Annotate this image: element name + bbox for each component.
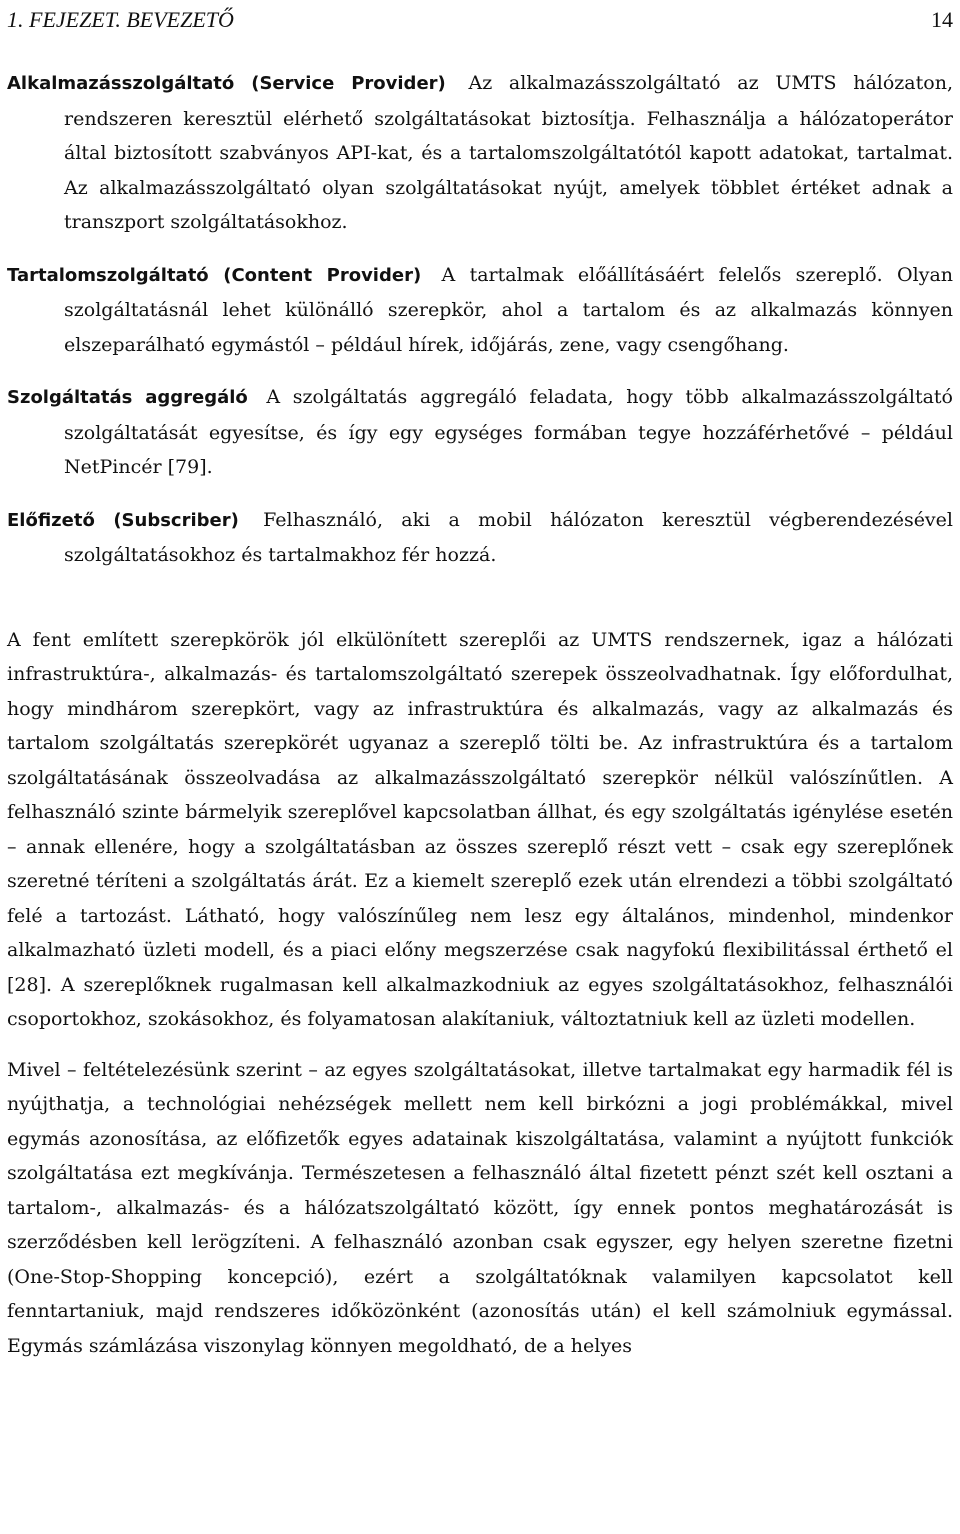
definition-item [7, 66, 953, 240]
definition-text: Felhasználó, aki a mobil hálózaton keresztül végberendezésével szolgáltatásokhoz és tartalmakhoz fér hozzá. [64, 508, 953, 566]
chapter-title: 1. FEJEZET. BEVEZETŐ [7, 7, 234, 32]
definition-text: A tartalmak előállításáért felelős szereplő. Olyan szolgáltatásnál lehet különálló szerepkör, ahol a tartalom és az alkalmazás könnyen elszeparálható egymástól – például hírek, időjárás, zene, vagy csengőhang. [64, 263, 954, 356]
running-header [7, 0, 953, 40]
definition-item [7, 503, 953, 573]
definition-item [7, 380, 953, 485]
page-number: 14 [931, 7, 953, 32]
definition-item [7, 258, 953, 363]
definition-list [7, 66, 953, 573]
definition-term: Alkalmazásszolgáltató (Service Provider) [7, 73, 446, 94]
definition-term: Előfizető (Subscriber) [7, 509, 239, 531]
body-paragraph: A fent említett szerepkörök jól elkülönített szereplői az UMTS rendszernek, igaz a hálózati infrastruktúra-, alkalmazás- és tartalomszolgáltató szerepek összeolvadhatnak. Így előfordulhat, hogy mindhárom szerepkört, vagy az infrastruktúra és alkalmazás, vagy az alkalmazás és tartalom szolgáltatás szerepkörét ugyanaz a szereplő tölti be. Az infrastruktúra és a tartalom szolgáltatásának összeolvadása az alkalmazásszolgáltató szerepkör nélkül valószínűtlen. A felhasználó szinte bármelyik szereplővel kapcsolatban állhat, és egy szolgáltatás igénylése esetén – annak ellenére, hogy a szolgáltatásban az összes szereplő részt vett – csak egy szereplőnek szeretné téríteni a szolgáltatás árát. Ez a kiemelt szereplő ezek után elrendezi a többi szolgáltató felé a tartozást. Látható, hogy valószínűleg nem lesz egy általános, mindenhol, mindenkor alkalmazható üzleti modell, és a piaci előny megszerzése csak nagyfokú flexibilitással érthető el [28]. A szereplőknek rugalmasan kell alkalmazkodniuk az egyes szolgáltatásokhoz, felhasználói csoportokhoz, szokásokhoz, és folyamatosan alakítaniuk, változtatniuk kell az üzleti modellen. [7, 628, 953, 1030]
definition-text: Az alkalmazásszolgáltató az UMTS hálózaton, rendszeren keresztül elérhető szolgáltatásokat biztosítja. Felhasználja a hálózatoperátor által biztosított szabványos API-kat, és a tartalomszolgáltatótól kapott adatokat, tartalmat. Az alkalmazásszolgáltató olyan szolgáltatásokat nyújt, amelyek többlet értéket adnak a transzport szolgáltatásokhoz. [64, 72, 953, 233]
definition-term: Szolgáltatás aggregáló [7, 387, 248, 408]
body-paragraph: Mivel – feltételezésünk szerint – az egyes szolgáltatásokat, illetve tartalmakat egy harmadik fél is nyújthatja, a technológiai nehézségek mellett nem kell birkózni a jogi problémákkal, mivel egymás azonosítása, az előfizetők egyes adatainak kiszolgáltatása, valamint a nyújtott funkciók szolgáltatása ezt megkívánja. Természetesen a felhasználó által fizetett pénzt szét kell osztani a tartalom-, alkalmazás- és a hálózatszolgáltató között, így ennek pontos meghatározását is szerződésben kell lerögzíteni. A felhasználó azonban csak egyszer, egy helyen szeretne fizetni (One-Stop-Shopping koncepció), ezért a szolgáltatóknak valamilyen kapcsolatot kell fenntartaniuk, majd rendszeres időközönként (azonosítás után) el kell számolniuk egymással. Egymás számlázása viszonylag könnyen megoldható, de a helyes [7, 1058, 953, 1357]
document-page [7, 0, 953, 1363]
definition-term: Tartalomszolgáltató (Content Provider) [7, 264, 422, 286]
definition-text: A szolgáltatás aggregáló feladata, hogy több alkalmazásszolgáltató szolgáltatását egyesítse, és így egy egységes formában tegye hozzáférhetővé – például NetPincér [79]. [64, 386, 954, 478]
